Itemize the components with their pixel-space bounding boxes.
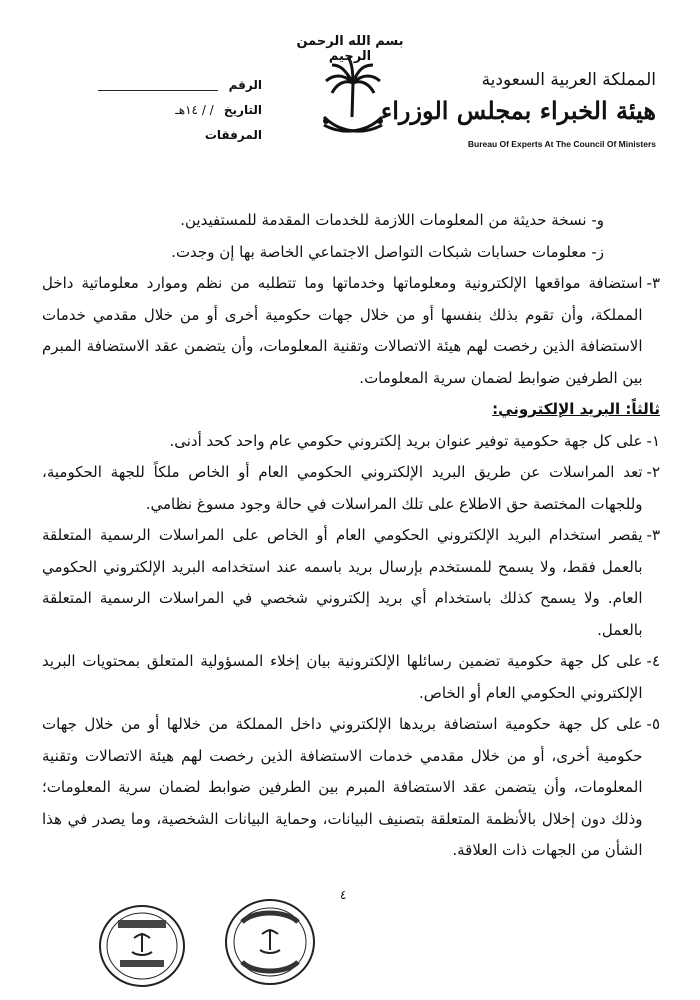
official-stamp-right	[224, 896, 316, 988]
email-item-3-number: ٣-	[646, 526, 660, 544]
attachments-field	[42, 128, 262, 142]
number-label: الرقم	[228, 78, 262, 92]
number-field	[42, 78, 262, 92]
official-stamp-left	[98, 902, 186, 990]
item-3-number: ٣-	[646, 274, 660, 292]
item-3	[42, 268, 660, 394]
email-item-2-number: ٢-	[646, 463, 660, 481]
email-item-2	[42, 457, 660, 520]
email-item-3-text: يقصر استخدام البريد الإلكتروني الحكومي العام أو الخاص على المراسلات الرسمية المتعلقة بالعمل فقط، ولا يسمح للمستخدم بإرسال بريد باسمه عند استخدامه البريد الإلكتروني الحكومي العام. ولا يسمح كذلك باستخدام أي بريد إلكتروني شخصي في المراسلات الرسمية المتعلقة بالعمل.	[42, 526, 643, 639]
email-item-5-text: على كل جهة حكومية استضافة بريدها الإلكتروني داخل المملكة من خلالها أو من خلال جهات حكومية أخرى، أو من خلال مقدمي خدمات الاستضافة الذين رخصت لهم هيئة الاتصالات وتقنية المعلومات، وأن يتضمن عقد الاستضافة المبرم بين الطرفين ضوابط لضمان سرية المعلومات؛ وذلك دون إخلال بالأنظمة المتعلقة بتصنيف البيانات، وحماية البيانات الشخصية، وما يصدر في هذا الشأن من الجهات ذات العلاقة.	[42, 715, 643, 859]
email-item-5-number: ٥-	[646, 715, 660, 733]
email-item-1	[42, 426, 660, 458]
item-3-text: استضافة مواقعها الإلكترونية ومعلوماتها وخدماتها وما تتطلبه من نظم وموارد معلوماتية داخل المملكة، وأن تقوم بذلك بنفسها أو من خلال جهات حكومية أخرى أو من خلال مقدمي خدمات الاستضافة الذين رخصت لهم هيئة الاتصالات وتقنية المعلومات، وأن يتضمن عقد الاستضافة المبرم بين الطرفين ضوابط لضمان سرية المعلومات.	[42, 274, 643, 387]
date-field	[42, 103, 262, 117]
bismillah: بسم الله الرحمن الرحيم	[296, 34, 404, 64]
date-label: التاريخ	[223, 103, 262, 117]
email-item-4-number: ٤-	[646, 652, 660, 670]
org-name-line1: المملكة العربية السعودية	[481, 70, 656, 90]
email-item-1-text: على كل جهة حكومية توفير عنوان بريد إلكتروني حكومي عام واحد كحد أدنى.	[169, 431, 643, 450]
email-item-4-text: على كل جهة حكومية تضمين رسائلها الإلكترونية بيان إخلاء المسؤولية المتعلق بمحتويات البريد الإلكتروني الحكومي العام أو الخاص.	[42, 652, 643, 702]
email-item-5	[42, 709, 660, 867]
section-title: ثالثاً: البريد الإلكتروني:	[492, 400, 660, 418]
email-item-1-number: ١-	[646, 431, 660, 450]
page-number: ٤	[340, 888, 347, 902]
email-item-3	[42, 520, 660, 646]
item-z: ز- معلومات حسابات شبكات التواصل الاجتماعي الخاصة بها إن وجدت.	[171, 242, 604, 261]
attachments-label: المرفقات	[204, 128, 262, 142]
email-item-2-text: تعد المراسلات عن طريق البريد الإلكتروني الحكومي العام أو الخاص ملكاً للجهة الحكومية، وللجهات المختصة حق الاطلاع على تلك المراسلات في حالة وجود مسوغ نظامي.	[42, 463, 643, 513]
emblem-icon	[318, 55, 388, 145]
item-w: و- نسخة حديثة من المعلومات اللازمة للخدمات المقدمة للمستفيدين.	[180, 211, 604, 229]
document-body	[42, 205, 660, 867]
org-name-line2: هيئة الخبراء بمجلس الوزراء	[380, 96, 656, 125]
number-line	[98, 80, 218, 91]
email-item-4	[42, 646, 660, 709]
org-name-english: Bureau Of Experts At The Council Of Ministers	[467, 139, 656, 149]
date-value: / / ١٤هـ	[175, 103, 214, 117]
